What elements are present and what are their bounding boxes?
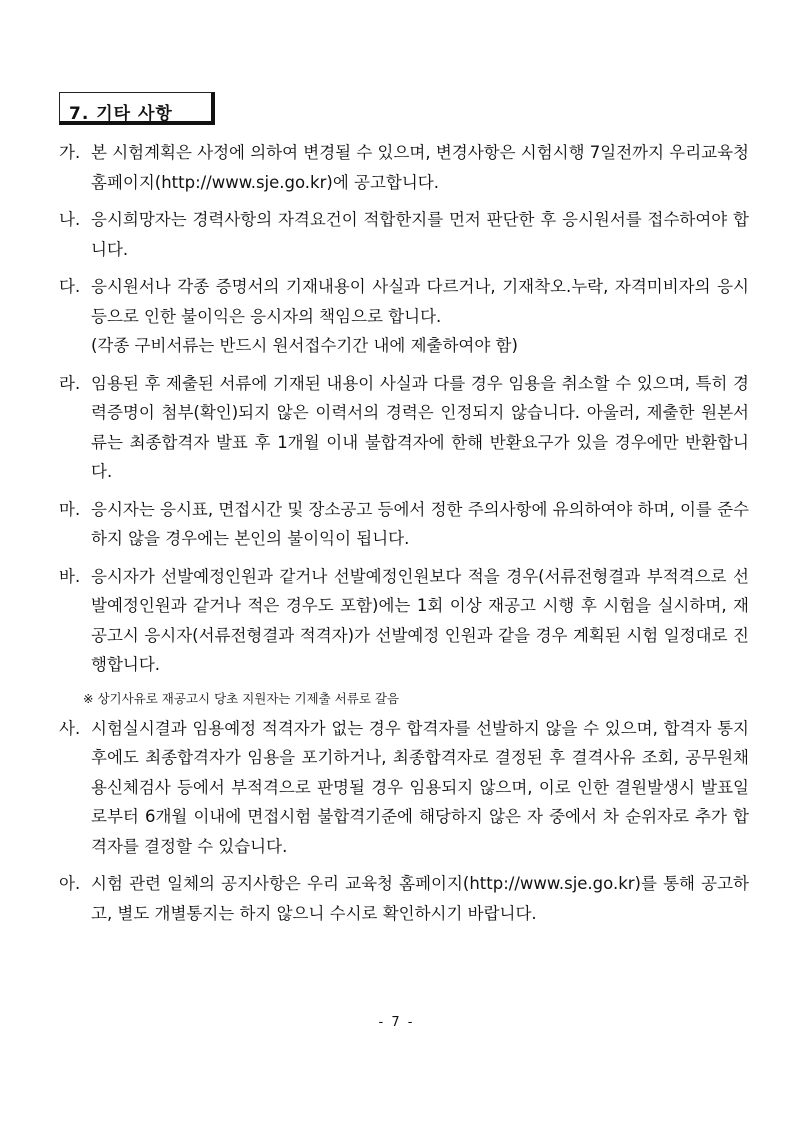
item-marker: 아. xyxy=(59,874,81,893)
item-marker: 사. xyxy=(59,718,81,738)
list-item-ra xyxy=(59,369,749,487)
item-marker: 라. xyxy=(59,373,81,393)
list-item-ma xyxy=(59,495,749,554)
item-text: 임용된 후 제출된 서류에 기재된 내용이 사실과 다를 경우 임용을 취소할 수 있으며, 특히 경력증명이 첨부(확인)되지 않은 이력서의 경력은 인정되지 않습니다. 아울러, 제출한 원본서류는 최종합격자 발표 후 1개월 이내 불합격자에 한해 반환요구가 있을 경우에만 반환합니다. xyxy=(91,373,749,481)
item-text: 응시자는 응시표, 면접시간 및 장소공고 등에서 정한 주의사항에 유의하여야 하며, 이를 준수하지 않을 경우에는 본인의 불이익이 됩니다. xyxy=(91,499,749,548)
item-note: (각종 구비서류는 반드시 원서접수기간 내에 제출하여야 함) xyxy=(91,336,518,355)
section-title-box xyxy=(59,92,215,125)
section-title: 7. 기타 사항 xyxy=(69,104,173,124)
item-marker: 가. xyxy=(59,143,81,162)
item-text: 시험 관련 일체의 공지사항은 우리 교육청 홈페이지(http://www.sje.go.kr)를 통해 공고하고, 별도 개별통지는 하지 않으니 수시로 확인하시기 바랍니다. xyxy=(91,874,749,923)
item-marker: 바. xyxy=(59,566,81,586)
list-item-ga xyxy=(59,138,749,197)
list-item-na xyxy=(59,205,749,264)
list-item-da xyxy=(59,272,749,361)
list-item-ba xyxy=(59,562,749,680)
item-text: 본 시험계획은 사정에 의하여 변경될 수 있으며, 변경사항은 시험시행 7일전까지 우리교육청 홈페이지(http://www.sje.go.kr)에 공고합니다. xyxy=(91,143,749,192)
notice-list xyxy=(59,138,749,936)
item-marker: 나. xyxy=(59,210,81,229)
list-item-a xyxy=(59,869,749,928)
item-marker: 마. xyxy=(59,499,81,519)
list-item-sa xyxy=(59,714,749,862)
remark-note: ※ 상기사유로 재공고시 당초 지원자는 기제출 서류로 갈음 xyxy=(83,690,400,706)
item-text: 시험실시결과 임용예정 적격자가 없는 경우 합격자를 선발하지 않을 수 있으며, 합격자 통지 후에도 최종합격자가 임용을 포기하거나, 최종합격자로 결정된 후 결격사유 조회, 공무원채용신체검사 등에서 부적격으로 판명될 경우 임용되지 않으며, 이로 인한 결원발생시 발표일로부터 6개월 이내에 면접시험 불합격기준에 해당하지 않은 자 중에서 차 순위자로 추가 합격자를 결정할 수 있습니다. xyxy=(91,718,749,856)
item-marker: 다. xyxy=(59,277,81,296)
page-number: - 7 - xyxy=(378,1015,415,1030)
item-text: 응시자가 선발예정인원과 같거나 선발예정인원보다 적을 경우(서류전형결과 부적격으로 선발예정인원과 같거나 적은 경우도 포함)에는 1회 이상 재공고 시행 후 시험을 실시하며, 재공고시 응시자(서류전형결과 적격자)가 선발예정 인원과 같을 경우 계획된 시험 일정대로 진행합니다. xyxy=(91,566,749,674)
item-text: 응시원서나 각종 증명서의 기재내용이 사실과 다르거나, 기재착오.누락, 자격미비자의 응시 등으로 인한 불이익은 응시자의 책임으로 합니다. xyxy=(91,277,749,326)
item-text: 응시희망자는 경력사항의 자격요건이 적합한지를 먼저 판단한 후 응시원서를 접수하여야 합니다. xyxy=(91,210,749,259)
